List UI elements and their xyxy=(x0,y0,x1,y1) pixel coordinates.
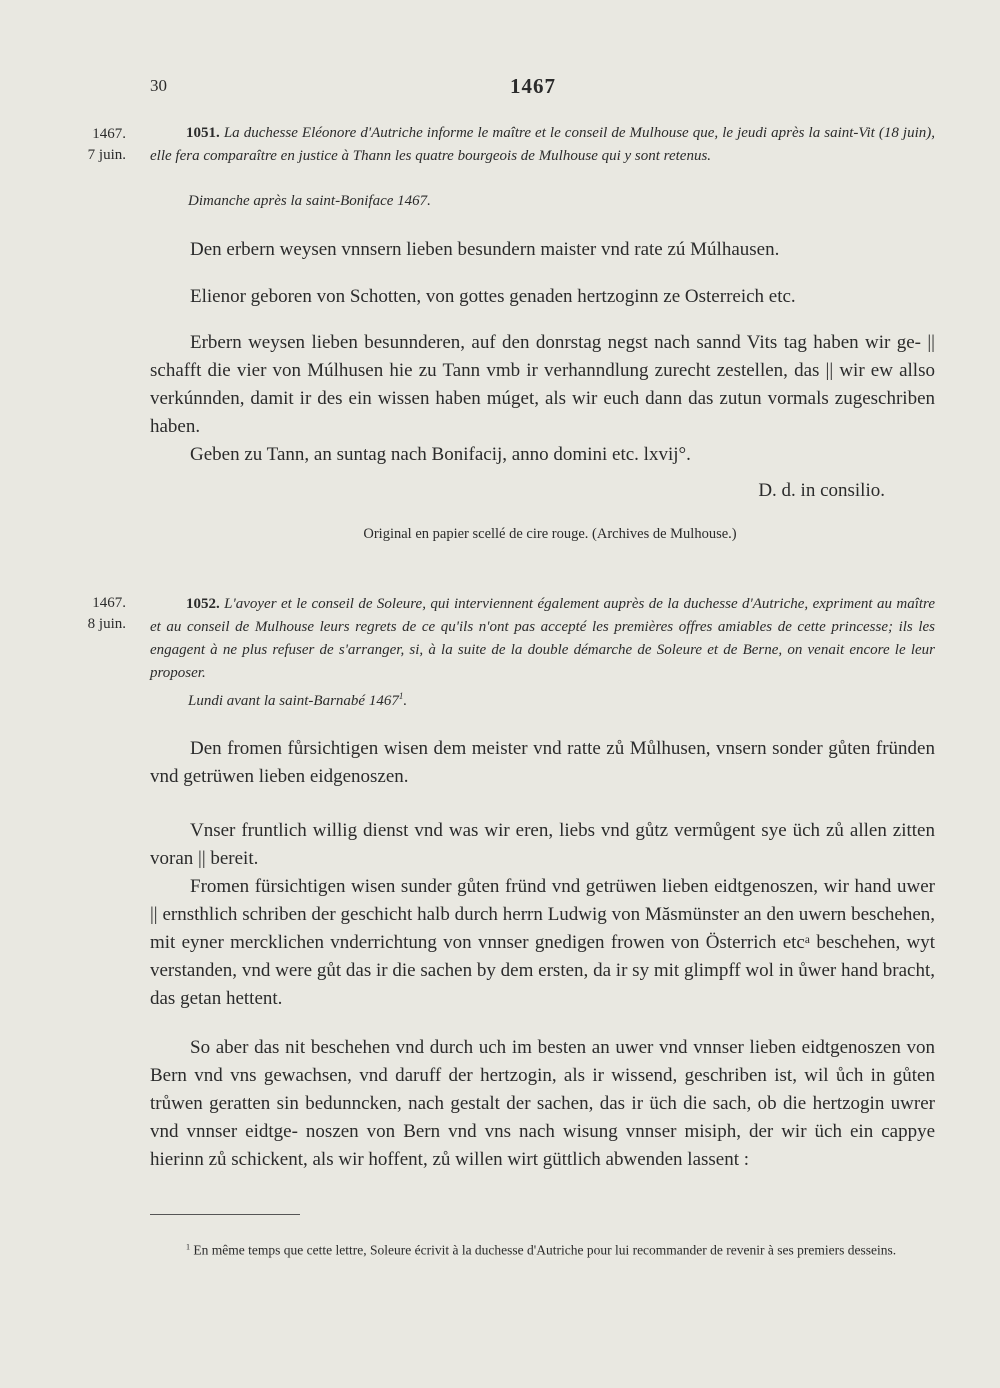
margin-year: 1467. xyxy=(92,595,126,611)
body-1052-paragraph-2: So aber das nit beschehen vnd durch uch im besten an uwer vnd vnnser lieben eidtgenoszen von Bern vnd vns gewachsen, vnd daruff der hertzogin, als ir wissend, geschriben ist, wil ůch in gůten trůwen geratten sin bedunncken, nach gestalt der sachen, das ir üch die sach, ob die hertzogin uwrer vnd vnnser eidtge- noszen von Bern vnd vns nach wisung vnnser misiph, der wir üch ein cappye hierinn zů schickent, als wir hoffent, zů willen wirt güttlich abwenden lassent : xyxy=(150,1037,935,1170)
regest-text: La duchesse Eléonore d'Autriche informe le maître et le conseil de Mulhouse que, le jeudi après la saint-Vit (18 juin), elle fera comparaître en justice à Thann les quatre bourgeois de Mulhouse qui y sont retenus. xyxy=(150,125,935,164)
margin-date-1052 xyxy=(78,593,126,635)
footnote-text: En même temps que cette lettre, Soleure écrivit à la duchesse d'Autriche pour lui recommander de revenir à ses premiers desseins. xyxy=(193,1242,897,1258)
page-year-heading: 1467 xyxy=(510,74,556,98)
regest-1052 xyxy=(150,593,935,685)
signature-1051: D. d. in consilio. xyxy=(758,480,885,501)
dateline-text: Lundi avant la saint-Barnabé 1467 xyxy=(188,693,399,709)
document-number: 1052. xyxy=(186,596,220,612)
regest-text: L'avoyer et le conseil de Soleure, qui interviennent également auprès de la duchesse d'Autriche, expriment au maître et au conseil de Mulhouse leurs regrets de ce qu'ils n'ont pas accepté les premières offres amiables de cette princesse; ils les engagent à ne plus refuser de s'arranger, si, à la suite de la double démarche de Soleure et de Berne, on venait encore le leur proposer. xyxy=(150,596,935,681)
footnote-mark: 1 xyxy=(186,1242,191,1251)
date-clause-1051: Geben zu Tann, an suntag nach Bonifacij, anno domini etc. lxvij°. xyxy=(190,444,691,465)
footnote-divider xyxy=(150,1214,300,1215)
address-1051: Den erbern weysen vnnsern lieben besundern maister vnd rate zú Múlhausen. xyxy=(190,239,780,260)
sender-1051: Elienor geboren von Schotten, von gottes genaden hertzoginn ze Osterreich etc. xyxy=(190,286,796,307)
address-1052: Den fromen fůrsichtigen wisen dem meister vnd ratte zů Můlhusen, vnsern sonder gůten fründen vnd getrüwen lieben eidgenoszen. xyxy=(150,738,935,787)
footnote xyxy=(150,1238,940,1259)
body-1052-paragraph-1: Fromen fürsichtigen wisen sunder gůten fründ vnd getrüwen lieben eidtgenoszen, wir hand uwer || ernsthlich schriben der geschicht halb durch herrn Ludwig von Măsmünster an den uwern beschehen, mit eyner mercklichen vnderrichtung von vnnser gnedigen frowen von Österrich etcᵃ beschehen, wyt verstanden, vnd were gůt das ir die sachen by dem ersten, da ir sy mit glimpff wol in ůwer hand bracht, das getan hettent. xyxy=(150,876,935,1009)
footnote-ref: 1 xyxy=(398,691,404,701)
body-1051: Erbern weysen lieben besunnderen, auf den donrstag negst nach sannd Vits tag haben wir ge- || schafft die vier von Múlhusen hie zu Tann vmb ir verhanndlung zurecht zestellen, das || wir ew allso verkúnnden, damit ir des ein wissen haben múget, als wir euch dann das zutun vormals zugeschriben haben. xyxy=(150,332,935,437)
greeting-1052: Vnser fruntlich willig dienst vnd was wir eren, liebs vnd gůtz vermůgent sye üch zů allen zitten voran || bereit. xyxy=(150,820,935,869)
margin-day: 8 juin. xyxy=(87,616,126,632)
margin-year: 1467. xyxy=(92,126,126,142)
source-note-1051: Original en papier scellé de cire rouge. (Archives de Mulhouse.) xyxy=(363,526,737,542)
regest-1051 xyxy=(150,122,935,168)
margin-day: 7 juin. xyxy=(87,147,126,163)
dateline-1051: Dimanche après la saint-Boniface 1467. xyxy=(188,193,431,209)
dateline-1052: Lundi avant la saint-Barnabé 1467$^1$. xyxy=(188,691,408,709)
document-number: 1051. xyxy=(186,125,220,141)
page-number: 30 xyxy=(150,76,167,95)
margin-date-1051 xyxy=(78,124,126,166)
